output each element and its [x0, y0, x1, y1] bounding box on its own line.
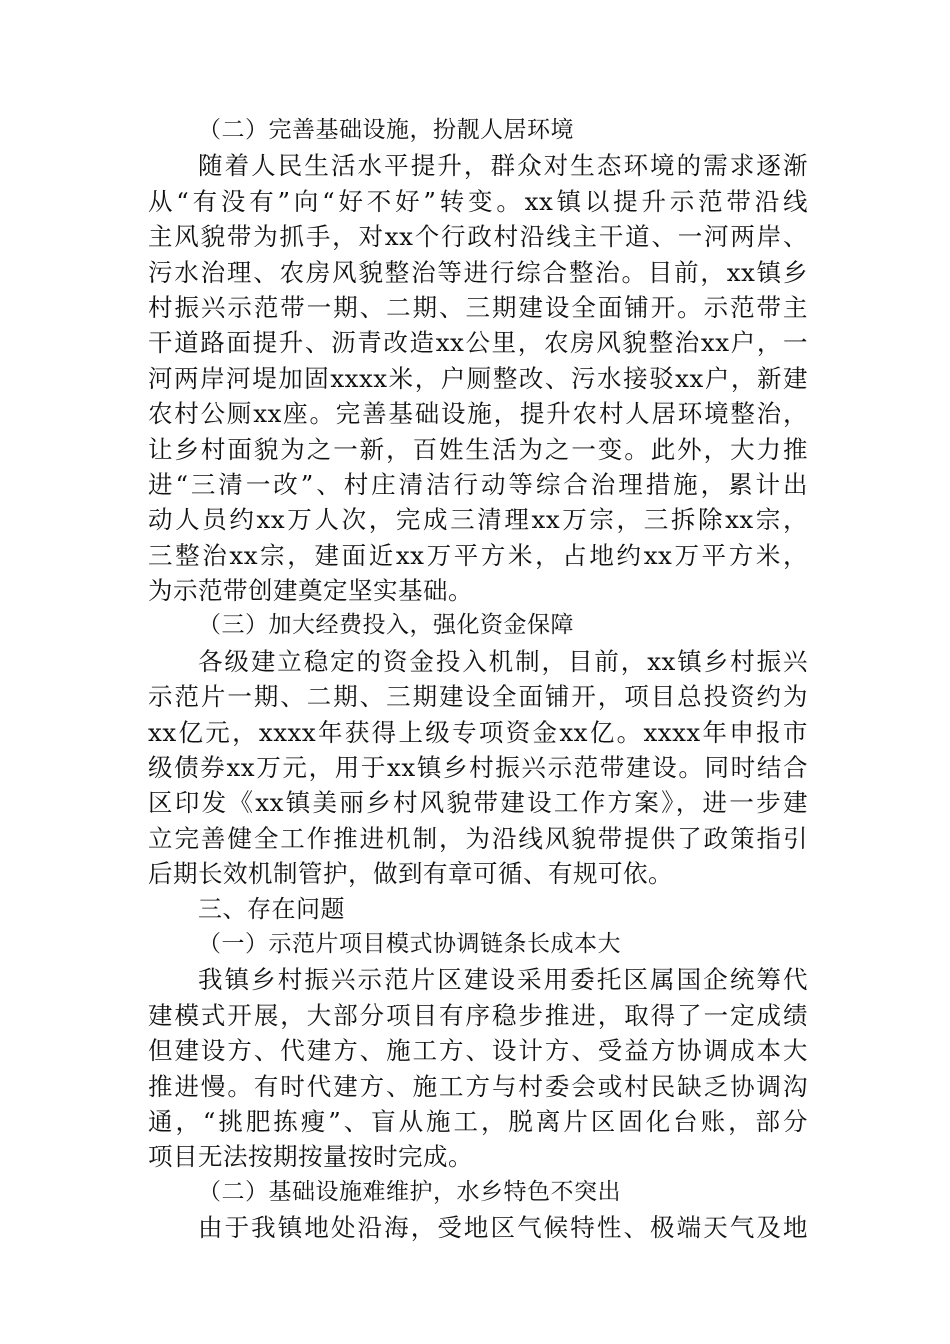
paragraph-line: 污水治理、农房风貌整治等进行综合整治。目前，xx镇乡 — [148, 257, 808, 287]
subsection-heading: （三）加大经费投入，强化资金保障 — [198, 612, 574, 639]
paragraph-line: 通，“挑肥拣瘦”、盲从施工，脱离片区固化台账，部分 — [148, 1106, 808, 1136]
paragraph-line: 后期长效机制管护，做到有章可循、有规可依。 — [148, 859, 673, 889]
document-page — [148, 113, 808, 1246]
paragraph-line: 三整治xx宗，建面近xx万平方米，占地约xx万平方米， — [148, 540, 808, 570]
subsection-heading: （二）基础设施难维护，水乡特色不突出 — [198, 1178, 621, 1205]
paragraph-line: 由于我镇地处沿海，受地区气候特性、极端天气及地 — [198, 1213, 808, 1243]
paragraph-line: 主风貌带为抓手，对xx个行政村沿线主干道、一河两岸、 — [148, 222, 808, 252]
paragraph-line: 推进慢。有时代建方、施工方与村委会或村民缺乏协调沟 — [148, 1071, 808, 1101]
section-heading: 三、存在问题 — [198, 894, 345, 923]
paragraph-line: 项目无法按期按量按时完成。 — [148, 1142, 473, 1172]
paragraph-line: 立完善健全工作推进机制，为沿线风貌带提供了政策指引 — [148, 823, 808, 853]
paragraph-line: xx亿元，xxxx年获得上级专项资金xx亿。xxxx年申报市 — [148, 717, 808, 747]
paragraph-line: 农村公厕xx座。完善基础设施，提升农村人居环境整治， — [148, 399, 808, 429]
paragraph-line: 示范片一期、二期、三期建设全面铺开，项目总投资约为 — [148, 682, 808, 712]
paragraph-line: 区印发《xx镇美丽乡村风貌带建设工作方案》，进一步建 — [148, 788, 808, 818]
paragraph-line: 动人员约xx万人次，完成三清理xx万宗，三拆除xx宗， — [148, 505, 808, 535]
paragraph-line: 为示范带创建奠定坚实基础。 — [148, 576, 473, 606]
paragraph-line: 建模式开展，大部分项目有序稳步推进，取得了一定成绩 — [148, 1000, 808, 1030]
paragraph-line: 级债券xx万元，用于xx镇乡村振兴示范带建设。同时结合 — [148, 753, 808, 783]
paragraph-line: 进“三清一改”、村庄清洁行动等综合治理措施，累计出 — [148, 469, 808, 499]
paragraph-line: 让乡村面貌为之一新，百姓生活为之一变。此外，大力推 — [148, 434, 808, 464]
paragraph-line: 随着人民生活水平提升，群众对生态环境的需求逐渐 — [198, 151, 808, 181]
paragraph-line: 但建设方、代建方、施工方、设计方、受益方协调成本大 — [148, 1036, 808, 1066]
paragraph-line: 河两岸河堤加固xxxx米，户厕整改、污水接驳xx户，新建 — [148, 363, 808, 393]
paragraph-line: 干道路面提升、沥青改造xx公里，农房风貌整治xx户，一 — [148, 328, 808, 358]
paragraph-line: 我镇乡村振兴示范片区建设采用委托区属国企统筹代 — [198, 965, 808, 995]
paragraph-line: 村振兴示范带一期、二期、三期建设全面铺开。示范带主 — [148, 292, 808, 322]
paragraph-line: 各级建立稳定的资金投入机制，目前，xx镇乡村振兴 — [198, 646, 808, 676]
subsection-heading: （一）示范片项目模式协调链条长成本大 — [198, 930, 621, 957]
paragraph-line: 从“有没有”向“好不好”转变。xx镇以提升示范带沿线 — [148, 186, 808, 216]
subsection-heading: （二）完善基础设施，扮靓人居环境 — [198, 117, 574, 143]
